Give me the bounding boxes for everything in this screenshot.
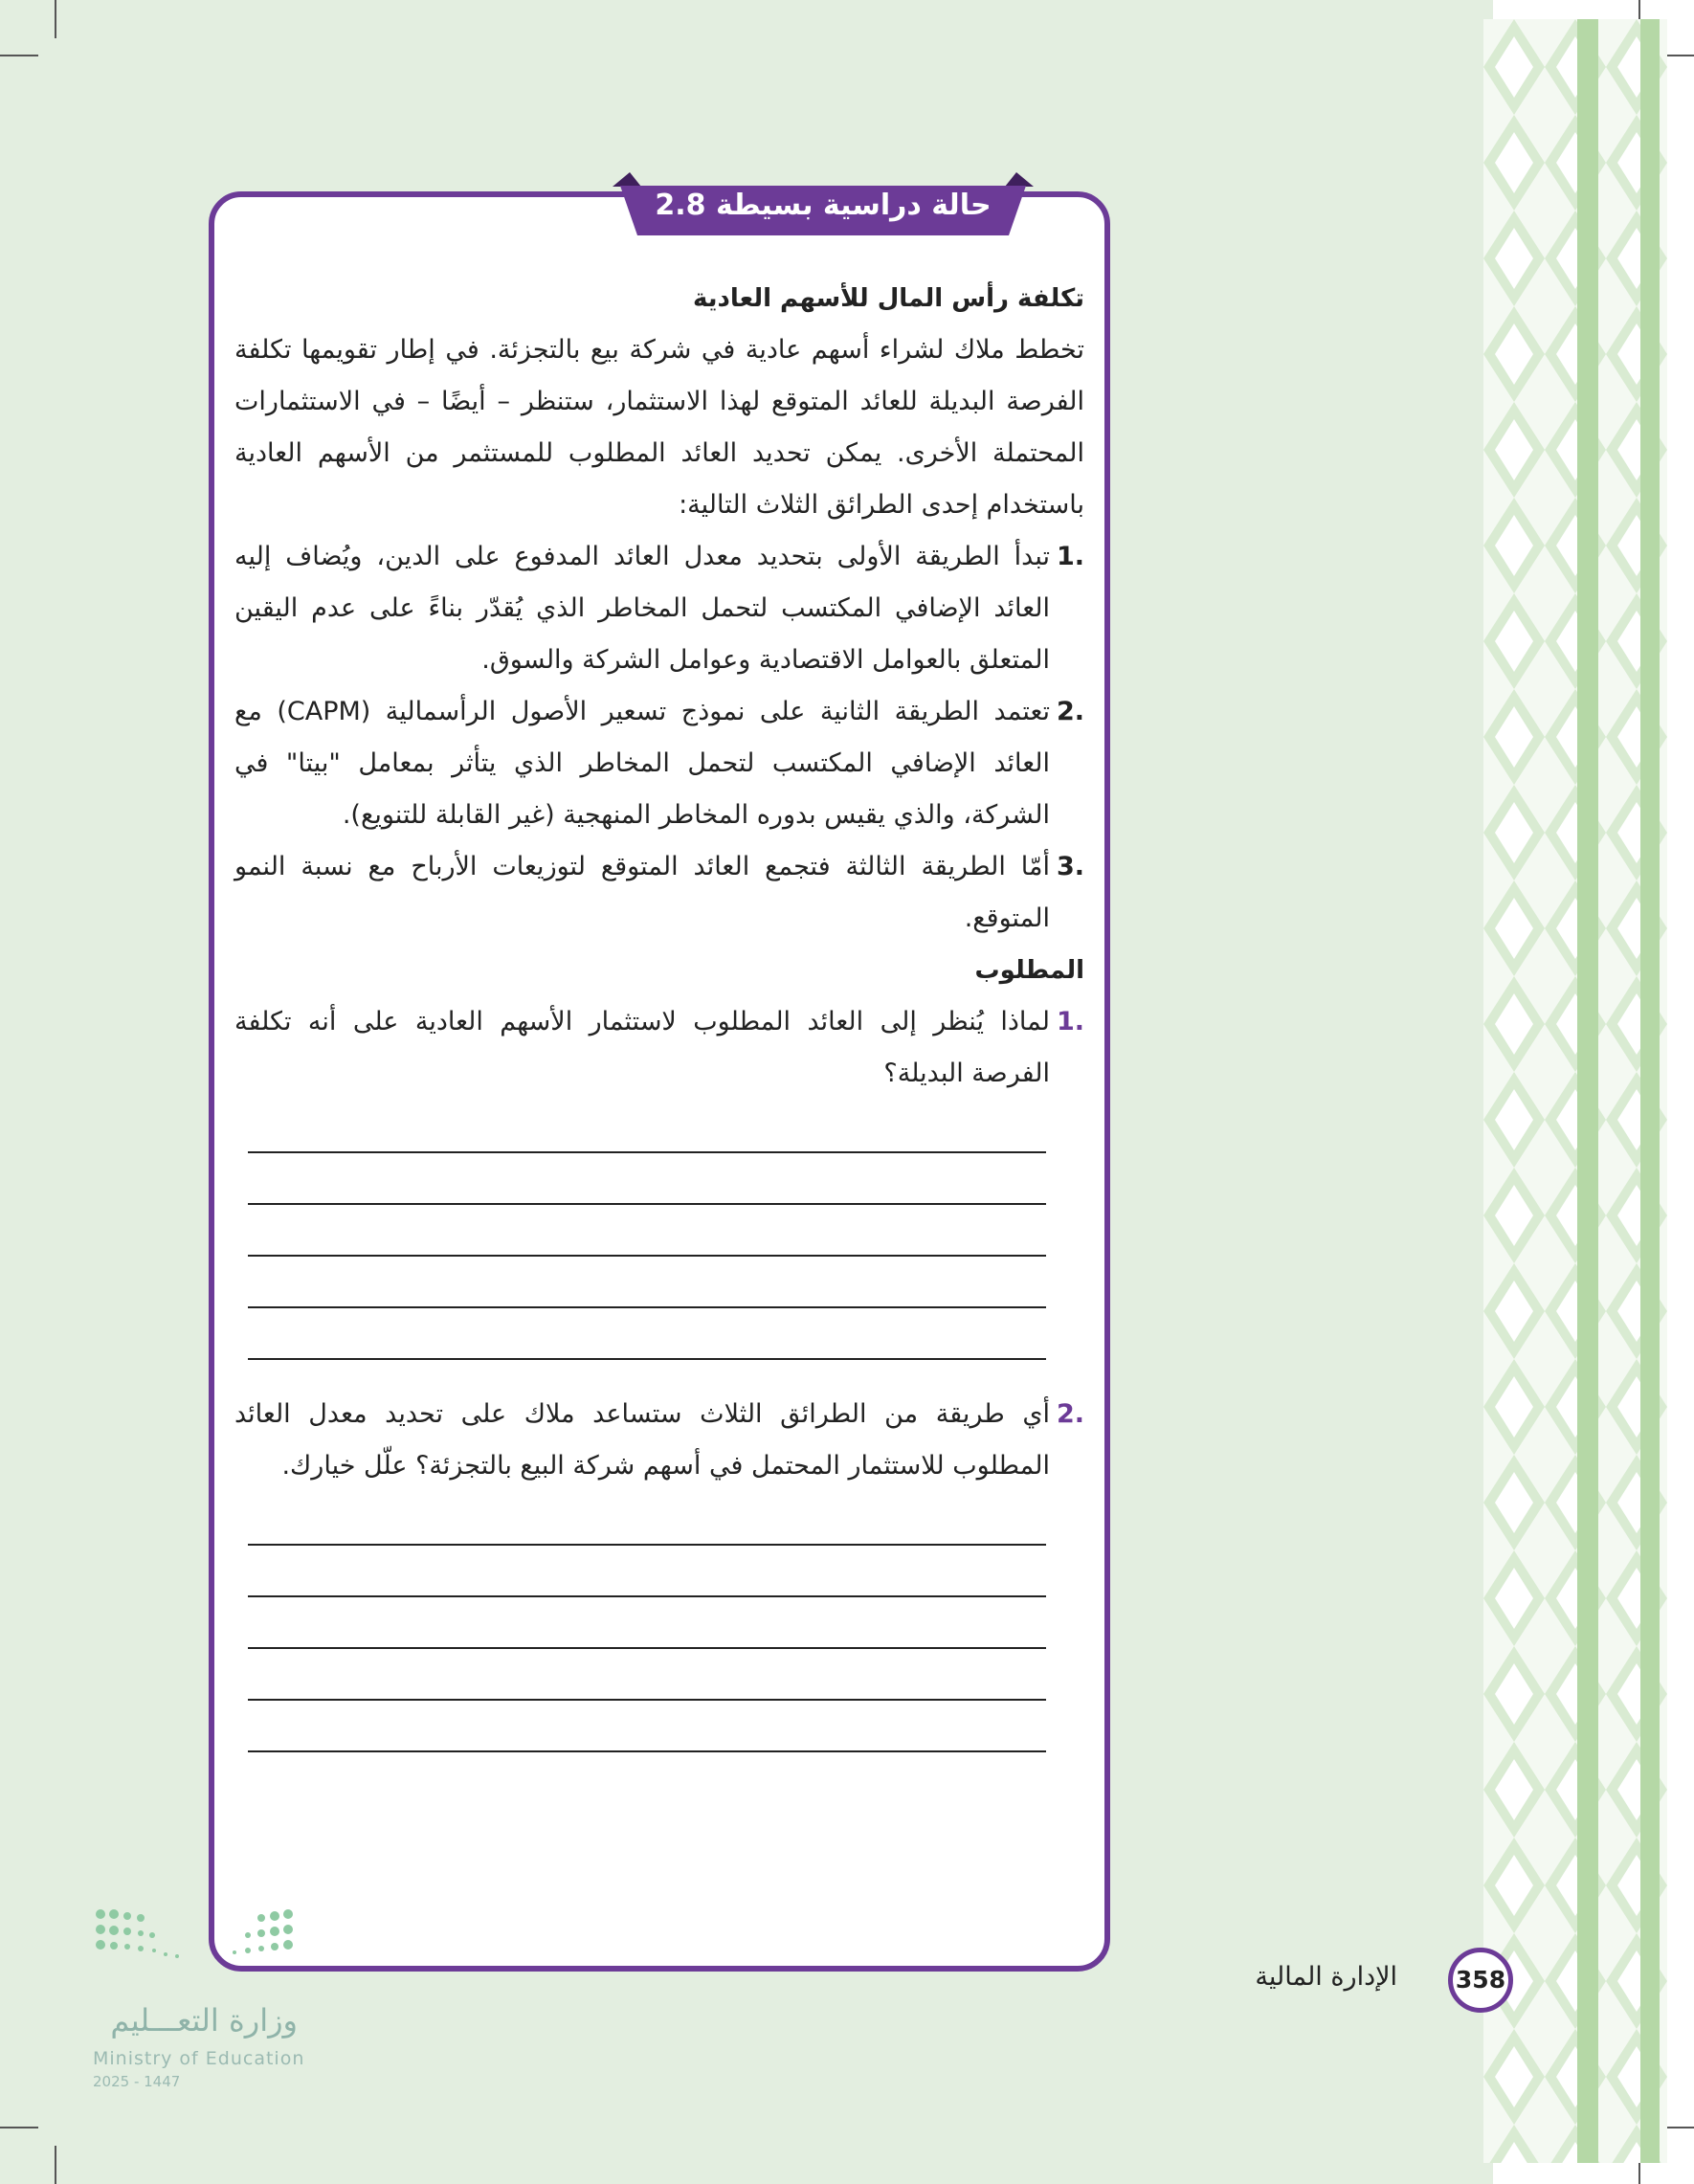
ministry-name-english: Ministry of Education: [93, 2048, 305, 2069]
case-heading: تكلفة رأس المال للأسهم العادية: [693, 284, 1084, 313]
method-item: [234, 686, 1084, 841]
page-number: 358: [1448, 1948, 1513, 2013]
case-study-title-tab: [613, 172, 1034, 239]
method-number: .2: [1056, 697, 1084, 726]
method-number: .3: [1056, 852, 1084, 881]
answer-line[interactable]: [248, 1546, 1046, 1597]
answer-line[interactable]: [248, 1153, 1046, 1205]
question-item: [234, 1389, 1084, 1492]
book-title: الإدارة المالية: [1255, 1962, 1397, 1992]
answer-area[interactable]: [234, 1494, 1046, 1752]
answer-line[interactable]: [248, 1649, 1046, 1701]
crop-mark: [0, 2127, 38, 2128]
crop-mark: [55, 2146, 56, 2184]
decorative-side-band: [1483, 19, 1667, 2163]
diamond-pattern-icon: [1483, 19, 1667, 2163]
method-number: .1: [1056, 542, 1084, 571]
case-study-title: حالة دراسية بسيطة 2.8: [655, 189, 992, 222]
crop-mark: [0, 55, 38, 56]
required-heading: المطلوب: [974, 956, 1084, 985]
method-item: [234, 841, 1084, 945]
question-item: [234, 996, 1084, 1100]
case-study-content: [234, 273, 1084, 1752]
method-text: تعتمد الطريقة الثانية على نموذج تسعير الأصول الرأسمالية (CAPM) مع العائد الإضافي المكتسب لتحمل المخاطر الذي يتأثر بمعامل "بيتا" في الشركة، والذي يقيس بدوره المخاطر المنهجية (غير القابلة للتنويع).: [234, 697, 1051, 830]
answer-line[interactable]: [248, 1205, 1046, 1257]
case-intro-paragraph: تخطط ملاك لشراء أسهم عادية في شركة بيع بالتجزئة. في إطار تقويمها تكلفة الفرصة البديلة للعائد المتوقع لهذا الاستثمار، ستنظر – أيضًا – في الاستثمارات المحتملة الأخرى. يمكن تحديد العائد المطلوب للمستثمر من الأسهم العادية باستخدام إحدى الطرائق الثلاث التالية:: [234, 335, 1084, 520]
answer-line[interactable]: [248, 1308, 1046, 1360]
method-text: أمّا الطريقة الثالثة فتجمع العائد المتوقع لتوزيعات الأرباح مع نسبة النمو المتوقع.: [234, 852, 1050, 933]
answer-line[interactable]: [248, 1494, 1046, 1546]
question-number: .2: [1056, 1399, 1084, 1429]
crop-mark: [55, 0, 56, 38]
answer-area[interactable]: [234, 1102, 1046, 1360]
answer-line[interactable]: [248, 1597, 1046, 1649]
ministry-name-arabic: وزارة التعـــليم: [110, 2002, 298, 2039]
answer-line[interactable]: [248, 1701, 1046, 1752]
question-number: .1: [1056, 1007, 1084, 1036]
method-item: [234, 531, 1084, 686]
question-text: أي طريقة من الطرائق الثلاث ستساعد ملاك على تحديد معدل العائد المطلوب للاستثمار المحتمل في أسهم شركة البيع بالتجزئة؟ علّل خيارك.: [234, 1399, 1050, 1481]
method-text: تبدأ الطريقة الأولى بتحديد معدل العائد المدفوع على الدين، ويُضاف إليه العائد الإضافي المكتسب لتحمل المخاطر الذي يُقدّر بناءً على عدم اليقين المتعلق بالعوامل الاقتصادية وعوامل الشركة والسوق.: [234, 542, 1050, 675]
ministry-year: 2025 - 1447: [93, 2073, 181, 2090]
answer-line[interactable]: [248, 1257, 1046, 1308]
spacer: [234, 1360, 1084, 1389]
question-text: لماذا يُنظر إلى العائد المطلوب لاستثمار الأسهم العادية على أنه تكلفة الفرصة البديلة؟: [234, 1007, 1050, 1088]
answer-line[interactable]: [248, 1102, 1046, 1153]
